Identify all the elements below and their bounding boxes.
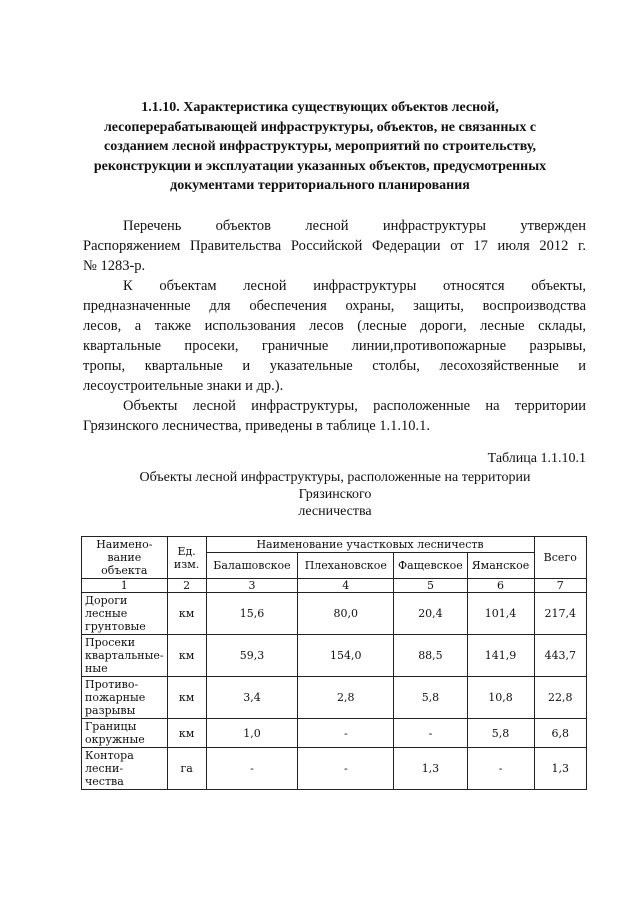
header-object-name: Наимено- вание объекта bbox=[82, 537, 168, 579]
cell-value: 1,0 bbox=[206, 719, 298, 748]
table-row bbox=[82, 593, 587, 635]
header-districts-group: Наименование участковых лесничеств bbox=[206, 537, 534, 553]
cell-value: - bbox=[467, 748, 534, 790]
cell-object-name: Просеки квартальные- ные bbox=[82, 635, 168, 677]
text-line: Распоряжением Правительства Российской Федерации от 17 июля 2012 г. bbox=[83, 238, 586, 254]
table-title-line: Объекты лесной инфраструктуры, расположенные на территории bbox=[139, 470, 531, 485]
table-row bbox=[82, 719, 587, 748]
text-line: Грязинского лесничества, приведены в таблице 1.1.10.1. bbox=[83, 418, 431, 434]
cell-value: 3,4 bbox=[206, 677, 298, 719]
header-district: Фащевское bbox=[394, 553, 467, 579]
column-number: 4 bbox=[298, 579, 394, 593]
text-line: Перечень объектов лесной инфраструктуры утвержден bbox=[123, 218, 586, 234]
cell-value: 5,8 bbox=[467, 719, 534, 748]
table-row bbox=[82, 677, 587, 719]
text-line: квартальные просеки, граничные линии,противопожарные разрывы, bbox=[83, 338, 586, 354]
column-number: 7 bbox=[534, 579, 587, 593]
cell-total: 217,4 bbox=[534, 593, 587, 635]
cell-value: 101,4 bbox=[467, 593, 534, 635]
column-number-row bbox=[82, 579, 587, 593]
paragraph-infrastructure-objects bbox=[83, 276, 586, 396]
table-header-row bbox=[82, 537, 587, 553]
cell-object-name: Контора лесни- чества bbox=[82, 748, 168, 790]
cell-value: - bbox=[394, 719, 467, 748]
cell-value: 1,3 bbox=[394, 748, 467, 790]
cell-total: 22,8 bbox=[534, 677, 587, 719]
heading-line: 1.1.10. Характеристика существующих объектов лесной, bbox=[141, 100, 499, 115]
cell-value: 88,5 bbox=[394, 635, 467, 677]
paragraph-table-reference bbox=[83, 396, 586, 436]
header-district: Плехановское bbox=[298, 553, 394, 579]
cell-object-name: Границы окружные bbox=[82, 719, 168, 748]
cell-unit: га bbox=[167, 748, 206, 790]
cell-value: 141,9 bbox=[467, 635, 534, 677]
cell-value: 59,3 bbox=[206, 635, 298, 677]
paragraph-list-approval bbox=[83, 216, 586, 276]
cell-value: - bbox=[298, 719, 394, 748]
table-title bbox=[100, 469, 570, 520]
text-line: тропы, квартальные и указательные столбы, лесохозяйственные и bbox=[83, 358, 586, 374]
header-district: Яманское bbox=[467, 553, 534, 579]
cell-unit: км bbox=[167, 593, 206, 635]
cell-value: 10,8 bbox=[467, 677, 534, 719]
text-line: лесоустроительные знаки и др.). bbox=[83, 378, 284, 394]
cell-total: 6,8 bbox=[534, 719, 587, 748]
cell-value: 20,4 bbox=[394, 593, 467, 635]
text-line: предназначенные для обеспечения охраны, защиты, воспроизводства bbox=[83, 298, 586, 314]
cell-unit: км bbox=[167, 719, 206, 748]
column-number: 6 bbox=[467, 579, 534, 593]
cell-value: - bbox=[206, 748, 298, 790]
cell-unit: км bbox=[167, 677, 206, 719]
table-title-line: лесничества bbox=[298, 504, 372, 519]
heading-line: документами территориального планирования bbox=[170, 178, 470, 193]
heading-line: созданием лесной инфраструктуры, мероприятий по строительству, bbox=[104, 139, 536, 154]
text-line: № 1283-р. bbox=[83, 258, 146, 274]
cell-value: 154,0 bbox=[298, 635, 394, 677]
heading-line: реконструкции и эксплуатации указанных объектов, предусмотренных bbox=[93, 158, 547, 174]
section-heading bbox=[70, 98, 570, 196]
table-title-line: Грязинского bbox=[298, 487, 372, 502]
text-line: Объекты лесной инфраструктуры, расположенные на территории bbox=[123, 398, 586, 414]
header-total: Всего bbox=[534, 537, 587, 579]
cell-object-name: Противо- пожарные разрывы bbox=[82, 677, 168, 719]
column-number: 5 bbox=[394, 579, 467, 593]
cell-value: - bbox=[298, 748, 394, 790]
column-number: 2 bbox=[167, 579, 206, 593]
cell-value: 2,8 bbox=[298, 677, 394, 719]
cell-object-name: Дороги лесные грунтовые bbox=[82, 593, 168, 635]
text-line: лесов, а также использования лесов (лесные дороги, лесные склады, bbox=[83, 318, 586, 334]
cell-total: 1,3 bbox=[534, 748, 587, 790]
infrastructure-table bbox=[81, 536, 587, 790]
table-row bbox=[82, 748, 587, 790]
cell-value: 5,8 bbox=[394, 677, 467, 719]
cell-unit: км bbox=[167, 635, 206, 677]
cell-value: 15,6 bbox=[206, 593, 298, 635]
header-district: Балашовское bbox=[206, 553, 298, 579]
table-row bbox=[82, 635, 587, 677]
cell-value: 80,0 bbox=[298, 593, 394, 635]
header-unit: Ед. изм. bbox=[167, 537, 206, 579]
table-number: Таблица 1.1.10.1 bbox=[487, 451, 586, 466]
text-line: К объектам лесной инфраструктуры относятся объекты, bbox=[123, 278, 586, 294]
cell-total: 443,7 bbox=[534, 635, 587, 677]
column-number: 1 bbox=[82, 579, 168, 593]
heading-line: лесоперерабатывающей инфраструктуры, объектов, не связанных с bbox=[103, 119, 537, 135]
column-number: 3 bbox=[206, 579, 298, 593]
